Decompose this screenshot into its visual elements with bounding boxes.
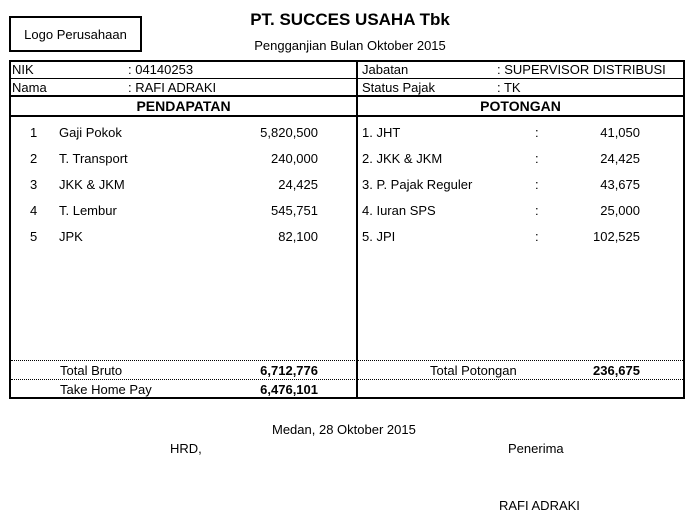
item-label: T. Lembur [59,203,117,218]
item-label: 4. Iuran SPS [362,203,436,218]
item-amount: 102,525 [593,229,640,244]
item-separator: : [535,177,539,192]
item-separator: : [535,125,539,140]
item-separator: : [535,229,539,244]
item-amount: 41,050 [600,125,640,140]
item-separator: : [535,151,539,166]
row-divider-info [9,78,685,79]
item-label: 1. JHT [362,125,401,140]
take-home-pay-value: 6,476,101 [260,382,318,397]
row-number: 1 [30,125,38,140]
item-amount: 5,820,500 [260,125,318,140]
row-number: 5 [30,229,38,244]
jabatan-value: : SUPERVISOR DISTRIBUSI [497,62,666,77]
company-logo-placeholder [9,16,142,52]
logo-text: Logo Perusahaan [24,26,127,42]
jabatan-label: Jabatan [362,62,409,77]
dotted-line-bottom [11,379,683,380]
row-number: 2 [30,151,38,166]
item-label: 3. P. Pajak Reguler [362,177,473,192]
nik-label: NIK [12,62,34,77]
item-amount: 43,675 [600,177,640,192]
dotted-line-top [11,360,683,361]
item-label: JPK [59,229,83,244]
place-date: Medan, 28 Oktober 2015 [272,422,416,437]
penerima-name: RAFI ADRAKI [499,498,580,513]
item-amount: 240,000 [271,151,318,166]
item-amount: 25,000 [600,203,640,218]
nama-label: Nama [12,80,47,95]
item-separator: : [535,203,539,218]
row-divider-section-titles [9,115,685,117]
hrd-label: HRD, [170,441,202,456]
nik-value: : 04140253 [128,62,194,77]
total-potongan-label: Total Potongan [430,363,517,378]
status-pajak-value: : TK [497,80,521,95]
row-number: 4 [30,203,38,218]
nama-value: : RAFI ADRAKI [128,80,217,95]
row-divider-headers [9,95,685,97]
pendapatan-header: PENDAPATAN [136,98,231,114]
total-bruto-value: 6,712,776 [260,363,318,378]
status-pajak-label: Status Pajak [362,80,435,95]
company-name: PT. SUCCES USAHA Tbk [250,10,450,29]
item-amount: 545,751 [271,203,318,218]
potongan-header: POTONGAN [480,98,561,114]
item-label: Gaji Pokok [59,125,122,140]
item-amount: 24,425 [278,177,318,192]
row-number: 3 [30,177,38,192]
total-bruto-label: Total Bruto [60,363,123,378]
penerima-label: Penerima [508,441,564,456]
total-potongan-value: 236,675 [593,363,640,378]
item-label: 5. JPI [362,229,396,244]
payslip-period: Pengganjian Bulan Oktober 2015 [254,38,446,53]
item-label: 2. JKK & JKM [362,151,443,166]
take-home-pay-label: Take Home Pay [60,382,152,397]
item-label: JKK & JKM [59,177,125,192]
item-amount: 24,425 [600,151,640,166]
item-amount: 82,100 [278,229,318,244]
item-label: T. Transport [59,151,128,166]
